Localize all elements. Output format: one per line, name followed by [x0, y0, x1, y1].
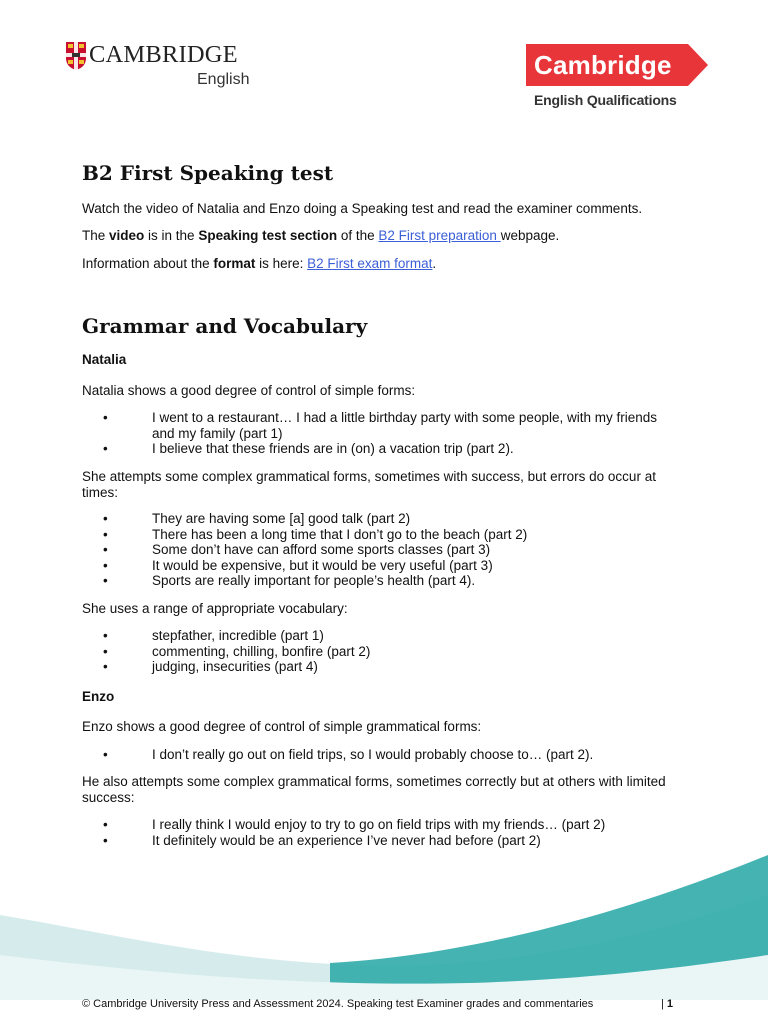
page-title: B2 First Speaking test	[82, 161, 334, 185]
intro2-text-2: is in the	[144, 228, 199, 243]
natalia-list3-item-2: commenting, chilling, bonfire (part 2)	[152, 644, 371, 659]
intro2-text-1: The	[82, 228, 110, 243]
intro-line-1: Watch the video of Natalia and Enzo doing a Speaking test and read the examiner comments.	[82, 201, 643, 216]
natalia-list1-item-1: I went to a restaurant… I had a little birthday party with some people, with my friends and my family (part 1)	[152, 410, 657, 441]
intro3-text-2: is here:	[255, 256, 308, 271]
bullet: •	[103, 573, 108, 588]
bullet: •	[103, 659, 108, 674]
bullet: •	[103, 644, 108, 659]
cambridge-shield-icon	[66, 42, 86, 70]
bullet: •	[103, 817, 108, 832]
page-separator: |	[661, 998, 664, 1010]
page-number	[661, 998, 673, 1010]
enzo-list1-item-1: I don’t really go out on field trips, so I would probably choose to… (part 2).	[152, 747, 594, 762]
natalia-heading	[82, 352, 126, 368]
bullet: •	[103, 441, 108, 456]
enzo-p2: He also attempts some complex grammatical forms, sometimes correctly but at others with limited success:	[82, 774, 666, 805]
natalia-p3: She uses a range of appropriate vocabulary:	[82, 601, 348, 616]
bullet: •	[103, 558, 108, 573]
brand-subtitle: English Qualifications	[534, 92, 677, 108]
intro3-text-1: Information about the	[82, 256, 214, 271]
intro3-bold-1: format	[213, 256, 256, 271]
natalia-p1: Natalia shows a good degree of control of simple forms:	[82, 383, 416, 398]
bullet: •	[103, 628, 108, 643]
bullet: •	[103, 527, 108, 542]
decorative-wave	[0, 855, 768, 1000]
bullet: •	[103, 511, 108, 526]
enzo-heading	[82, 689, 114, 705]
intro3-text-3: .	[432, 256, 437, 271]
intro-line-2	[82, 228, 559, 244]
brand-wordmark: Cambridge	[534, 50, 672, 80]
natalia-list2-item-1: They are having some [a] good talk (part 2)	[152, 511, 411, 526]
page-number-value: 1	[666, 998, 674, 1010]
enzo-p1: Enzo shows a good degree of control of simple grammatical forms:	[82, 719, 482, 734]
cambridge-english-logo	[66, 42, 266, 90]
footer-copyright: © Cambridge University Press and Assessment 2024. Speaking test Examiner grades and commentaries	[82, 998, 594, 1010]
intro2-text-4: webpage.	[500, 228, 560, 243]
natalia-list1-item-2: I believe that these friends are in (on) a vacation trip (part 2).	[152, 441, 514, 456]
bullet: •	[103, 410, 108, 425]
natalia-list2-item-4: It would be expensive, but it would be very useful (part 3)	[152, 558, 493, 573]
intro2-bold-2: Speaking test section	[198, 228, 338, 243]
natalia-list2-item-3: Some don’t have can afford some sports classes (part 3)	[152, 542, 491, 557]
natalia-list3-item-3: judging, insecurities (part 4)	[152, 659, 318, 674]
intro-line-3	[82, 256, 436, 272]
natalia-list2-item-2: There has been a long time that I don’t go to the beach (part 2)	[152, 527, 528, 542]
bullet: •	[103, 747, 108, 762]
section-title: Grammar and Vocabulary	[82, 314, 368, 338]
natalia-name: Natalia	[82, 352, 127, 367]
enzo-name: Enzo	[82, 689, 115, 704]
natalia-list3-item-1: stepfather, incredible (part 1)	[152, 628, 324, 643]
b2-first-exam-format-link[interactable]: B2 First exam format	[307, 256, 433, 271]
enzo-list2-item-2: It definitely would be an experience I’ve never had before (part 2)	[152, 833, 541, 848]
intro2-text-3: of the	[337, 228, 379, 243]
cambridge-english-qualifications-logo	[526, 44, 708, 114]
enzo-list2-item-1: I really think I would enjoy to try to go on field trips with my friends… (part 2)	[152, 817, 606, 832]
intro2-bold-1: video	[109, 228, 145, 243]
logo-wordmark: CAMBRIDGE	[89, 41, 238, 68]
natalia-list2-item-5: Sports are really important for people’s health (part 4).	[152, 573, 476, 588]
logo-subtitle: English	[197, 71, 250, 88]
bullet: •	[103, 542, 108, 557]
b2-first-preparation-link[interactable]: B2 First preparation	[378, 228, 501, 243]
natalia-p2: She attempts some complex grammatical forms, sometimes with success, but errors do occur at times:	[82, 469, 656, 500]
bullet: •	[103, 833, 108, 848]
